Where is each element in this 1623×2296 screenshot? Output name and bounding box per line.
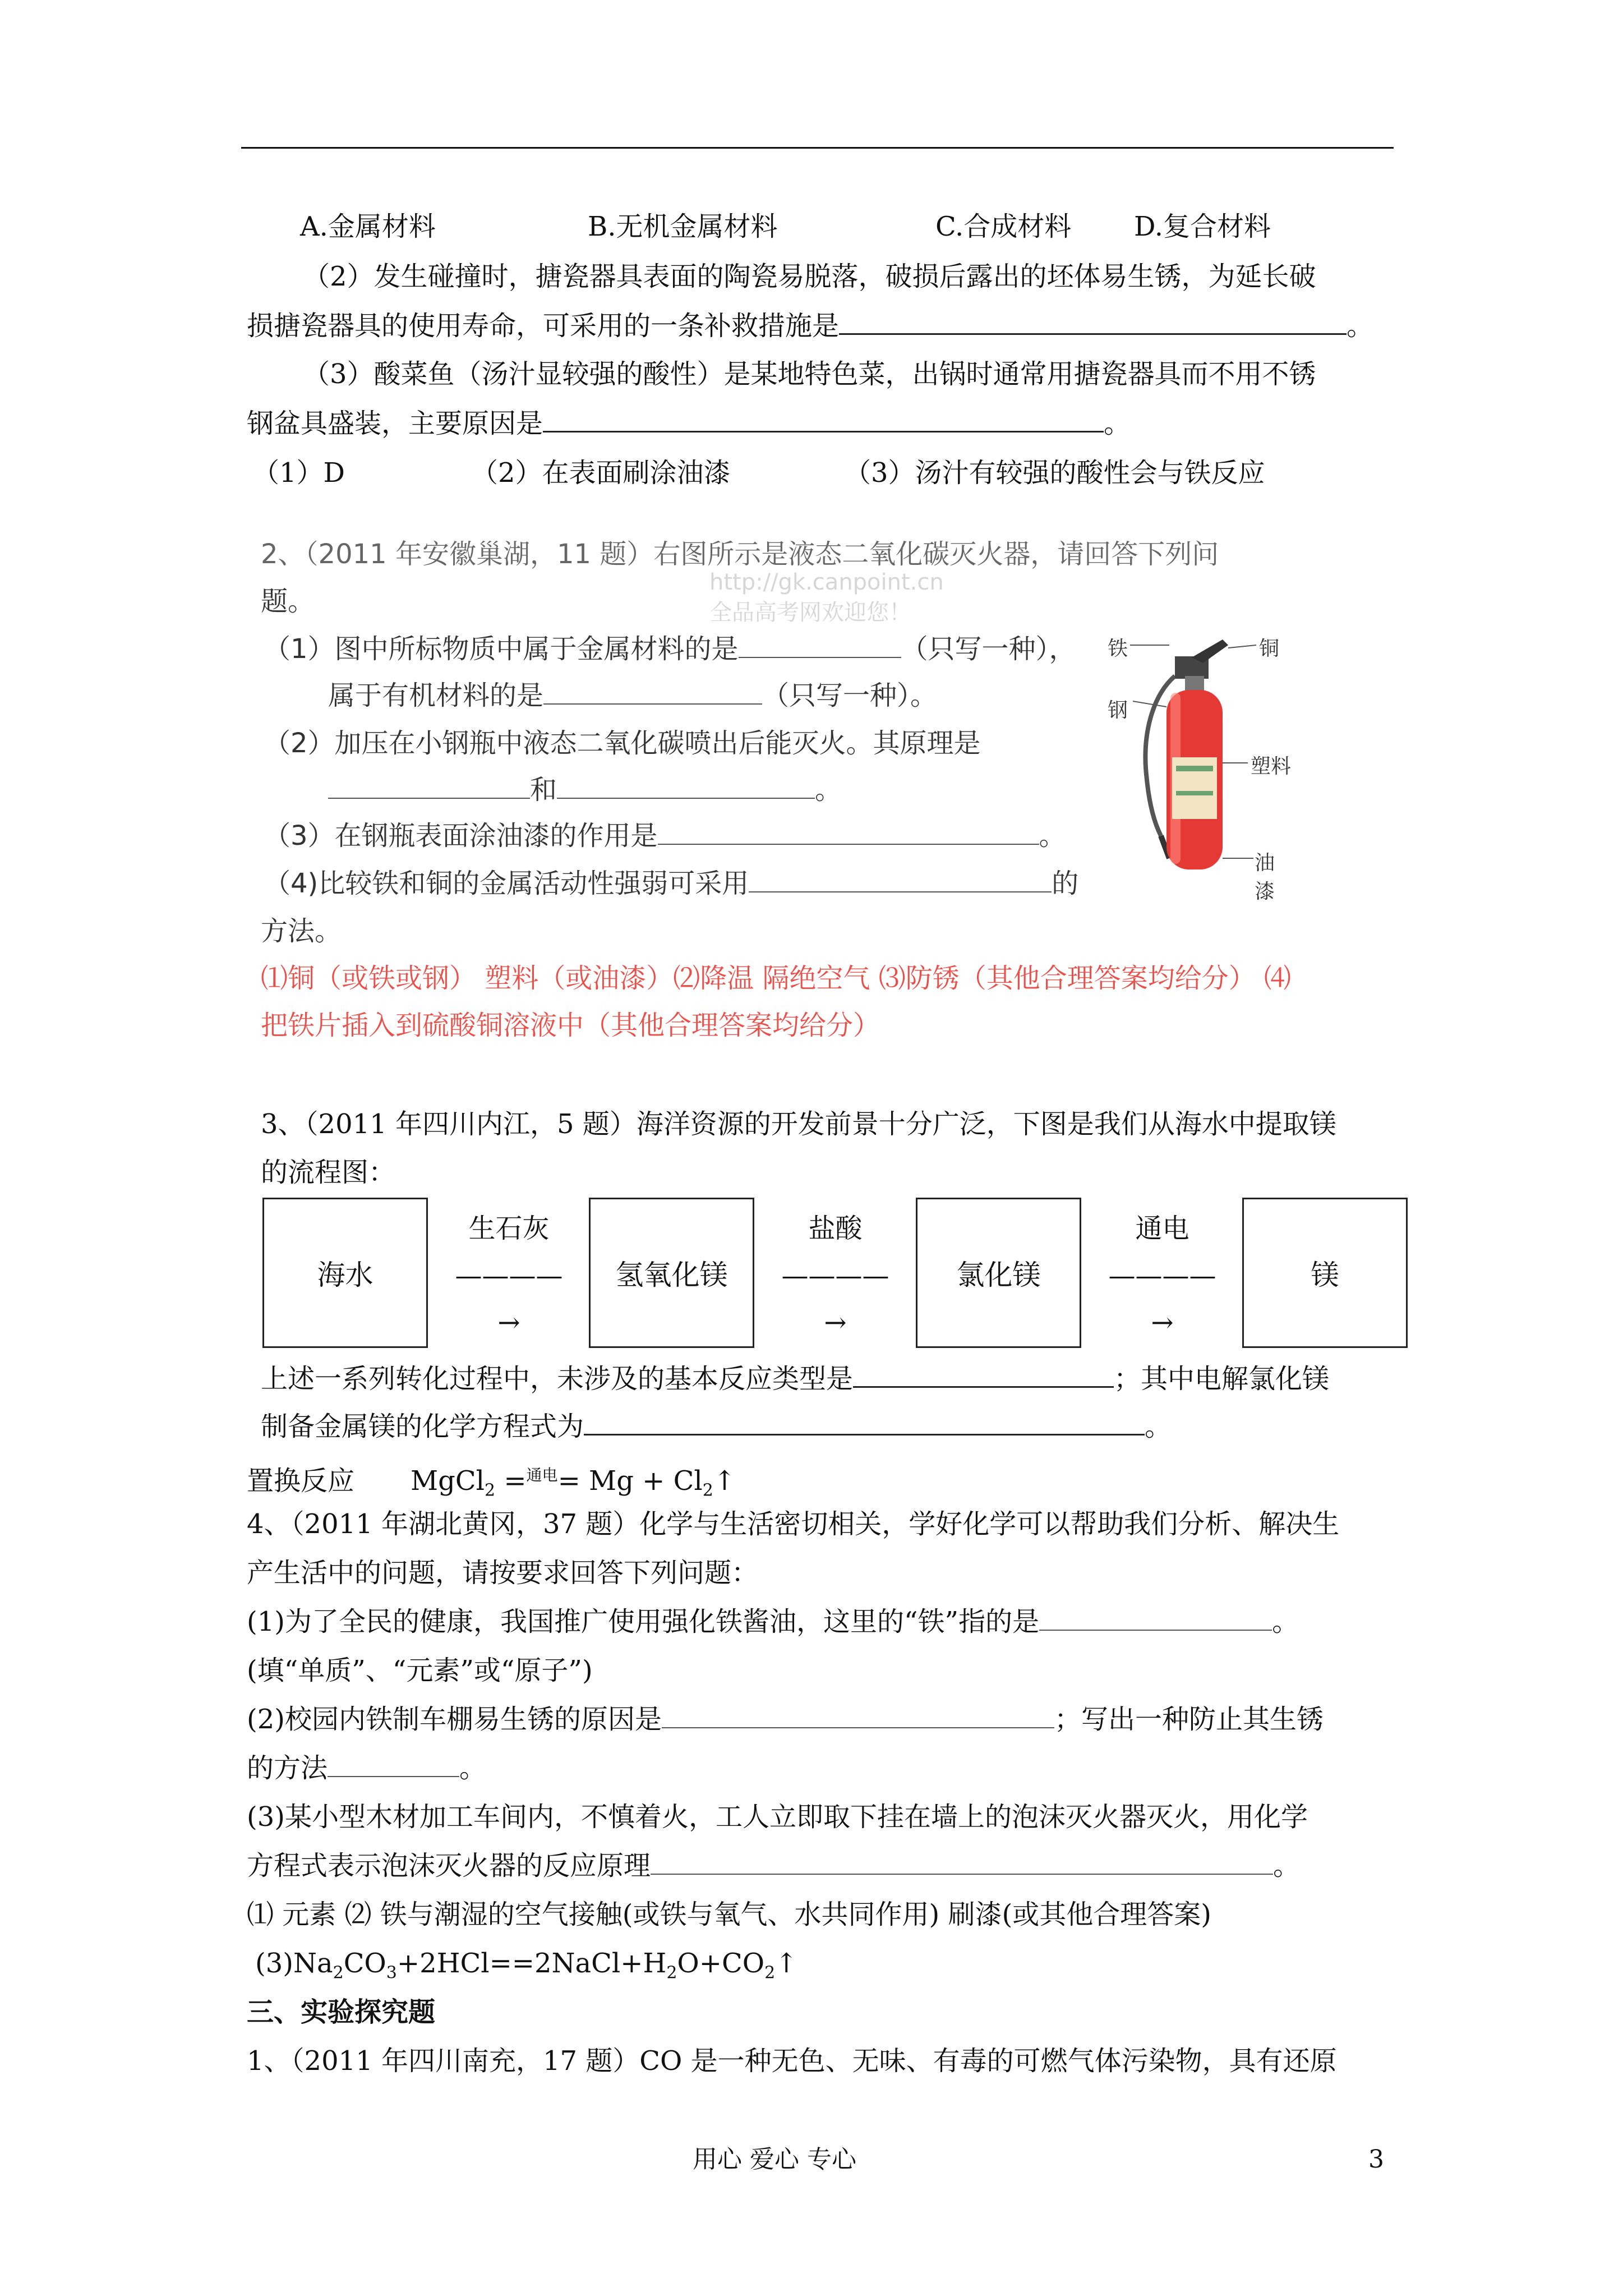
q2-part4-line2: 方法。 — [261, 915, 342, 947]
q2-part3: （3）在钢瓶表面涂油漆的作用是 。 — [264, 820, 1066, 852]
watermark-text: 全品高考网欢迎您！ — [709, 600, 911, 625]
q2-title-line1: 2、（2011 年安徽巢湖，11 题）右图所示是液态二氧化碳灭火器，请回答下列问 — [261, 539, 1219, 570]
q4-part3-line1: (3)某小型木材加工车间内，不慎着火，工人立即取下挂在墙上的泡沫灭火器灭火，用化学 — [247, 1801, 1308, 1833]
q1-part2-line2: 损搪瓷器具的使用寿命，可采用的一条补救措施是 。 — [247, 309, 1373, 343]
q1-part3-line1: （3）酸菜鱼（汤汁显较强的酸性）是某地特色菜，出锅时通常用搪瓷器具而不用不锈 — [303, 358, 1316, 390]
q4-part2-line2: 的方法 。 — [247, 1752, 487, 1784]
q1-option-c: C.合成材料 — [935, 211, 1072, 242]
answer-blank[interactable] — [749, 867, 1052, 892]
fire-extinguisher-figure — [1108, 623, 1293, 903]
flow-box-magnesium: 镁 — [1242, 1198, 1408, 1348]
q2-part4-line1: （4)比较铁和铜的金属活动性强弱可采用 的 — [264, 868, 1079, 899]
answer-blank[interactable] — [584, 1409, 1145, 1435]
flow-dash: ———— — [781, 1260, 889, 1291]
section-heading: 三、实验探究题 — [247, 1996, 436, 2028]
page-number: 3 — [1368, 2145, 1384, 2174]
flow-arrow-icon: → — [1151, 1307, 1174, 1338]
q2-answer-line2: 把铁片插入到硫酸铜溶液中（其他合理答案均给分） — [261, 1010, 880, 1041]
q1-answer-1: （1）D — [252, 457, 345, 489]
q4-title-line1: 4、（2011 年湖北黄冈，37 题）化学与生活密切相关，学好化学可以帮助我们分析、解决生 — [247, 1508, 1340, 1540]
answer-blank[interactable] — [557, 773, 815, 799]
q4-part1-line1: (1)为了全民的健康，我国推广使用强化铁酱油，这里的“铁”指的是 。 — [247, 1606, 1299, 1637]
q2-answer-line1: ⑴铜（或铁或钢） 塑料（或油漆）⑵降温 隔绝空气 ⑶防锈（其他合理答案均给分） ⑷ — [261, 963, 1292, 994]
q2-title-line2: 题。 — [261, 586, 315, 617]
flow-box-magnesium-hydroxide: 氢氧化镁 — [589, 1198, 754, 1348]
q1-part3-line2: 钢盆具盛装，主要原因是 。 — [247, 406, 1131, 440]
q4-answer-line1: ⑴ 元素 ⑵ 铁与潮湿的空气接触(或铁与氧气、水共同作用) 刷漆(或其他合理答案) — [247, 1899, 1211, 1930]
experiment-q1: 1、（2011 年四川南充，17 题）CO 是一种无色、无味、有毒的可燃气体污染物，具有还原 — [247, 2045, 1337, 2077]
flow-arrow-icon: → — [497, 1307, 520, 1338]
watermark-url: http://gk.canpoint.cn — [709, 569, 944, 595]
q4-part3-line2: 方程式表示泡沫灭火器的反应原理 。 — [247, 1850, 1301, 1881]
flow-reagent-electrolysis: 通电 — [1135, 1213, 1189, 1244]
flow-box-seawater: 海水 — [262, 1198, 428, 1348]
answer-blank[interactable] — [328, 1751, 459, 1777]
q2-part1-line2: 属于有机材料的是 （只写一种）。 — [328, 680, 938, 711]
q2-part2-line2: 和 。 — [328, 773, 842, 807]
q4-part1-line2: (填“单质”、“元素”或“原子”) — [247, 1655, 593, 1686]
answer-blank[interactable] — [543, 679, 762, 705]
q4-title-line2: 产生活中的问题，请按要求回答下列问题： — [247, 1557, 759, 1589]
q4-answer-line2: $(3)Na_2CO_3+2HCl==2NaCl+H_2O+CO_2↑$ — [255, 1948, 798, 1983]
answer-blank[interactable] — [662, 1703, 1054, 1728]
answer-blank[interactable] — [651, 1849, 1273, 1875]
answer-blank[interactable] — [328, 773, 530, 799]
flow-dash: ———— — [455, 1260, 563, 1291]
answer-blank[interactable] — [658, 819, 1039, 845]
q1-option-b: B.无机金属材料 — [588, 211, 778, 242]
q3-title-line1: 3、（2011 年四川内江，5 题）海洋资源的开发前景十分广泛，下图是我们从海水中提取镁 — [261, 1108, 1336, 1140]
flow-reagent-hcl: 盐酸 — [808, 1213, 863, 1244]
q3-question-line2: 制备金属镁的化学方程式为 。 — [261, 1409, 1172, 1443]
header-rule — [241, 147, 1394, 149]
answer-blank[interactable] — [739, 632, 901, 658]
footer-motto: 用心 爱心 专心 — [693, 2145, 856, 2174]
q1-option-a: A.金属材料 — [300, 211, 436, 242]
answer-blank[interactable] — [839, 309, 1347, 335]
fig-label-copper: 铜 — [1259, 637, 1280, 660]
q1-answer-3: （3）汤汁有较强的酸性会与铁反应 — [844, 457, 1265, 489]
flow-reagent-quicklime: 生石灰 — [468, 1213, 550, 1244]
fig-label-paint: 油漆 — [1255, 852, 1275, 903]
q4-part2-line1: (2)校园内铁制车棚易生锈的原因是 ；写出一种防止其生锈 — [247, 1704, 1324, 1735]
q2-part1-line1: （1）图中所标物质中属于金属材料的是 （只写一种）， — [264, 633, 1076, 665]
fig-label-plastic: 塑料 — [1251, 755, 1292, 778]
answer-blank[interactable] — [543, 406, 1104, 432]
q3-title-line2: 的流程图： — [261, 1157, 396, 1188]
q3-answer: 置换反应 MgCl$_2$ $=^{通电}= Mg + Cl_2↑$ — [247, 1465, 736, 1501]
flow-dash: ———— — [1108, 1260, 1216, 1291]
q1-part2-line1: （2）发生碰撞时，搪瓷器具表面的陶瓷易脱落，破损后露出的坯体易生锈，为延长破 — [303, 261, 1316, 292]
fig-label-steel: 钢 — [1108, 699, 1128, 722]
fig-label-iron: 铁 — [1108, 637, 1128, 660]
q1-answer-2: （2）在表面刷涂油漆 — [471, 457, 731, 489]
q2-part2-line1: （2）加压在小钢瓶中液态二氧化碳喷出后能灭火。其原理是 — [264, 728, 981, 759]
q1-option-d: D.复合材料 — [1134, 211, 1271, 242]
q3-question-line1: 上述一系列转化过程中，未涉及的基本反应类型是 ；其中电解氯化镁 — [261, 1361, 1329, 1396]
answer-blank[interactable] — [853, 1361, 1114, 1388]
flow-arrow-icon: → — [824, 1307, 847, 1338]
flow-box-magnesium-chloride: 氯化镁 — [916, 1198, 1081, 1348]
answer-blank[interactable] — [1039, 1605, 1272, 1631]
